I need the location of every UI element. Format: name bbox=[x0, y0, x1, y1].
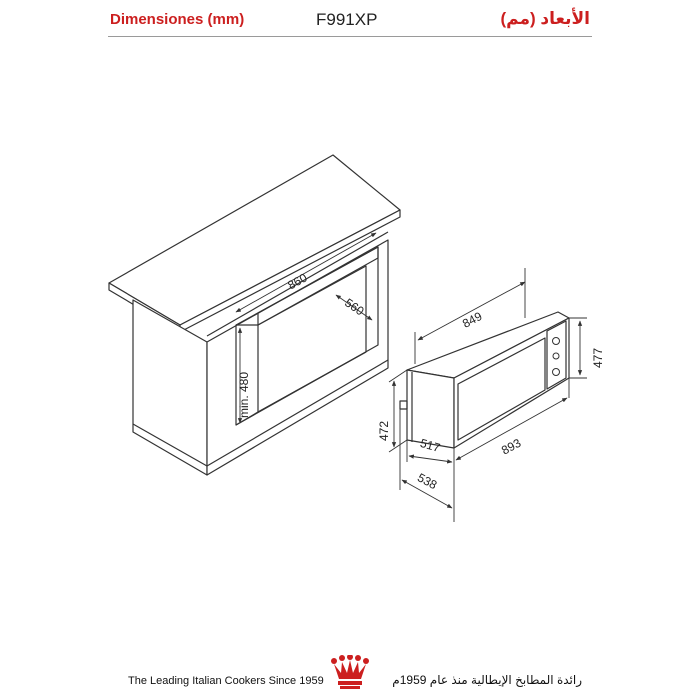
model-number: F991XP bbox=[316, 10, 378, 29]
dim-ext-line bbox=[389, 440, 407, 452]
dim-label-cabinet-height: min. 480 bbox=[237, 371, 251, 418]
dim-line-517 bbox=[409, 456, 452, 462]
dim-label-oven-overall-width: 893 bbox=[499, 435, 524, 458]
dim-label-cabinet-depth: 560 bbox=[342, 295, 367, 319]
dim-label-oven-overall-depth: 538 bbox=[415, 470, 440, 493]
dim-label-oven-width: 849 bbox=[460, 309, 485, 331]
footer-tagline-en: The Leading Italian Cookers Since 1959 bbox=[128, 675, 324, 687]
dim-label-cabinet-width: 860 bbox=[285, 270, 310, 293]
footer-tagline-ar: رائدة المطابخ الإيطالية منذ عام 1959م bbox=[392, 673, 582, 687]
dim-label-oven-front-height: 477 bbox=[591, 347, 605, 368]
dim-label-oven-body-height: 472 bbox=[377, 420, 391, 441]
oven-rear-tab bbox=[400, 401, 407, 409]
dim-ext-line bbox=[389, 370, 407, 382]
header-title-ar: الأبعاد (مم) bbox=[500, 9, 590, 28]
oven-drawing bbox=[400, 312, 569, 448]
header-title-en: Dimensiones (mm) bbox=[110, 11, 245, 28]
oven-side bbox=[407, 370, 454, 448]
crown-icon bbox=[330, 655, 370, 691]
dim-label-oven-body-depth: 517 bbox=[418, 435, 442, 455]
cabinet-side-panel bbox=[133, 300, 207, 475]
